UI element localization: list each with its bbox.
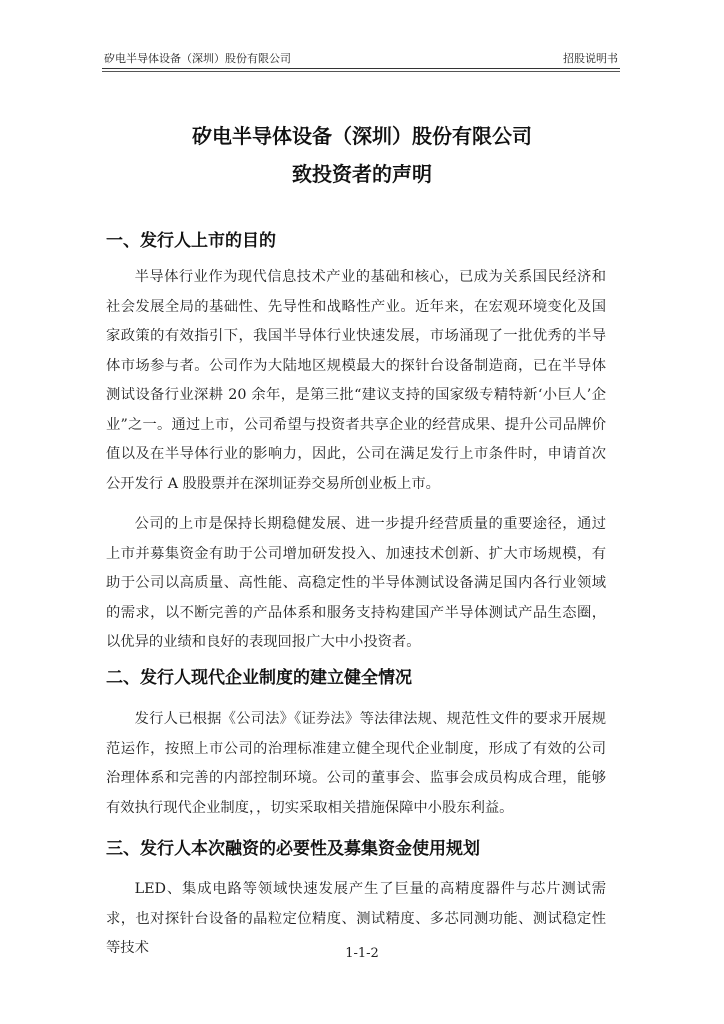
section-heading-1: 一、发行人上市的目的 [106,231,276,251]
section-heading-3: 三、发行人本次融资的必要性及募集资金使用规划 [106,839,480,859]
section-1-paragraph-1: 半导体行业作为现代信息技术产业的基础和核心，已成为关系国民经济和社会发展全局的基础性、先导性和战略性产业。近年来，在宏观环境变化及国家政策的有效指引下，我国半导体行业快速发展，市场涌现了一批优秀的半导体市场参与者。公司作为大陆地区规模最大的探针台设备制造商，已在半导体测试设备行业深耕 20 余年，是第三批“建议支持的国家级专精特新‘小巨人’企业”之一。通过上市，公司希望与投资者共享企业的经营成果、提升公司品牌价值以及在半导体行业的影响力，因此，公司在满足发行上市条件时，申请首次公开发行 A 股股票并在深圳证券交易所创业板上市。 [106,269,606,492]
document-title: 矽电半导体设备（深圳）股份有限公司 [192,124,532,148]
document-subtitle: 致投资者的声明 [292,162,432,186]
section-1-paragraph-2: 公司的上市是保持长期稳健发展、进一步提升经营质量的重要途径，通过上市并募集资金有助于公司增加研发投入、加速技术创新、扩大市场规模，有助于公司以高质量、高性能、高稳定性的半导体测试设备满足国内各行业领域的需求，以不断完善的产品体系和服务支持构建国产半导体测试产品生态圈，以优异的业绩和良好的表现回报广大中小投资者。 [106,516,606,650]
page-number: 1-1-2 [345,946,379,961]
header-company: 矽电半导体设备（深圳）股份有限公司 [104,52,291,65]
header-rule-thin [102,71,620,72]
header-rule [102,68,620,69]
section-2-paragraph-1: 发行人已根据《公司法》《证券法》等法律法规、规范性文件的要求开展规范运作，按照上市公司的治理标准建立健全现代企业制度，形成了有效的公司治理体系和完善的内部控制环境。公司的董事会、监事会成员构成合理，能够有效执行现代企业制度，，切实采取相关措施保障中小股东利益。 [106,711,606,816]
header-doc-type: 招股说明书 [563,52,618,65]
section-heading-2: 二、发行人现代企业制度的建立健全情况 [106,668,412,688]
section-3-paragraph-1: LED、集成电路等领域快速发展产生了巨量的高精度器件与芯片测试需求，也对探针台设备的晶粒定位精度、测试精度、多芯同测功能、测试稳定性等技术 [106,881,606,956]
page-header [104,50,618,66]
